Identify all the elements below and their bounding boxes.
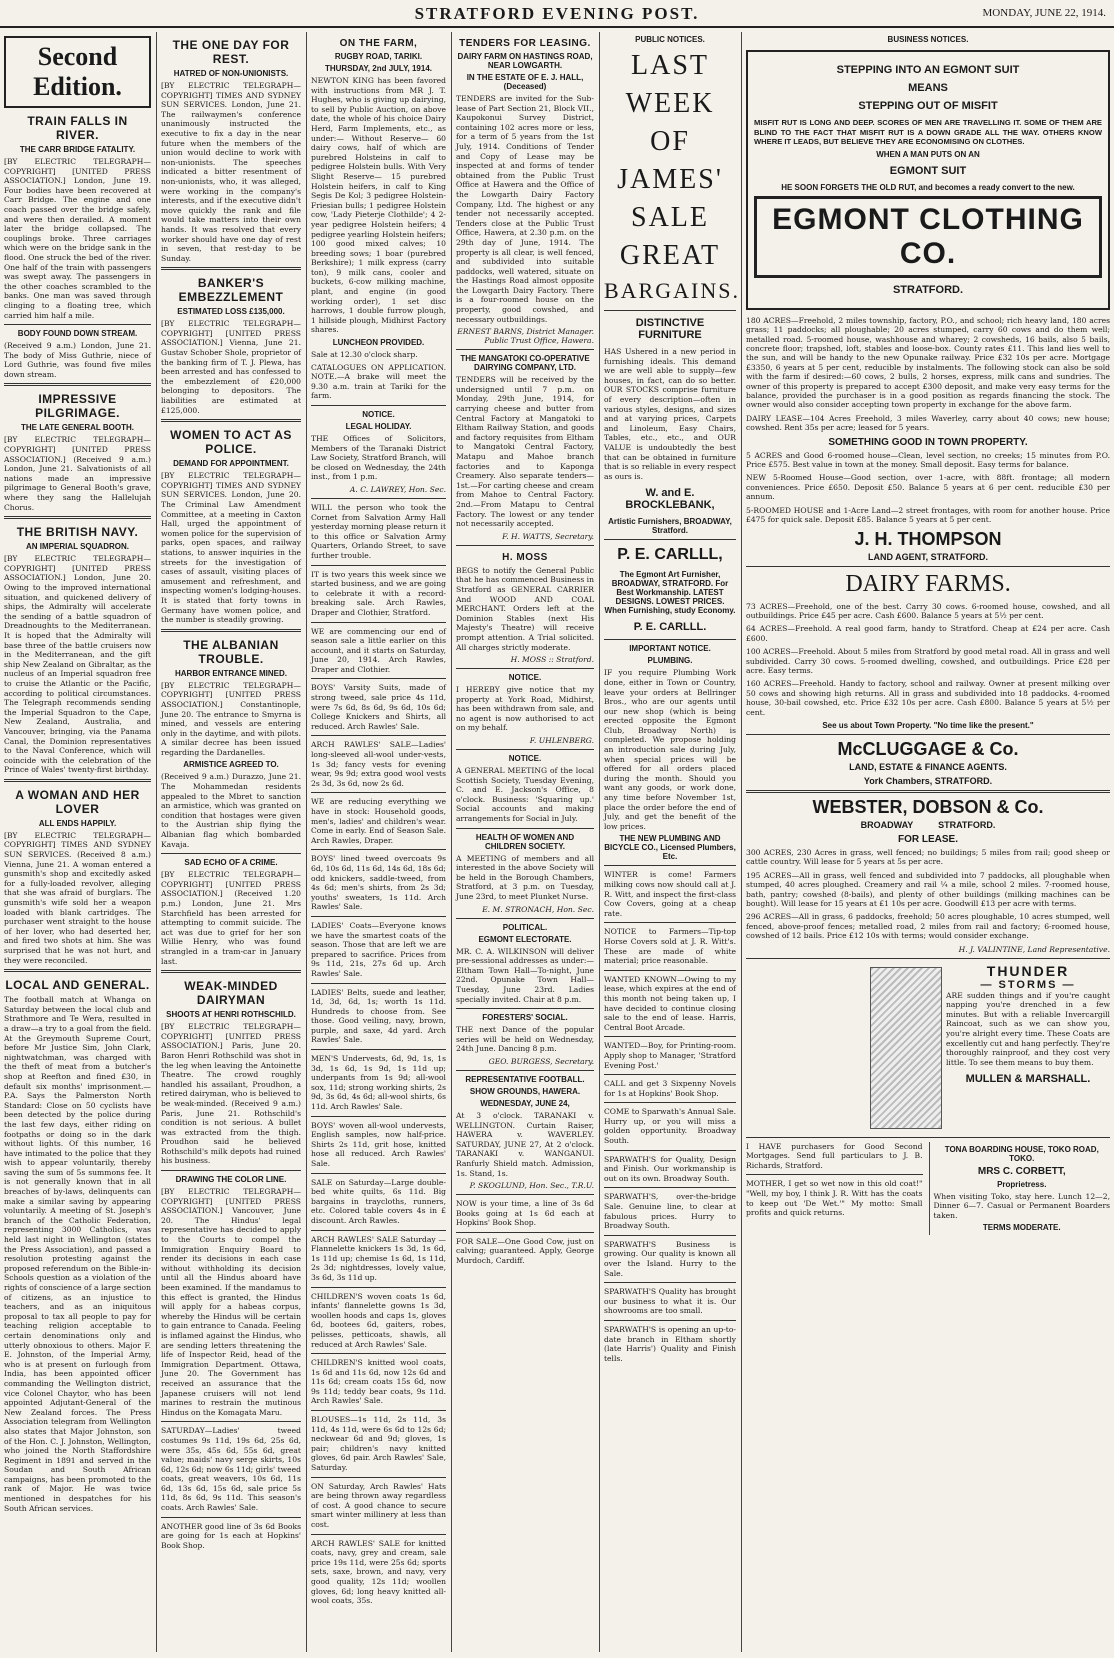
classified-ad: SATURDAY—Ladies' tweed costumes 9s 11d, 19s 6d, 25s 6d, were 35s, 45s 6d, 55s 6d, great value; maids' navy serge skirts, 10s 6d, 12s 6d; now 6s 11d; girls' tweed coats, great weavers, 10s 6d, 11s 6d, 13s 6d, 15s 6d, sale price 5s 11d, 8s 6d, 9s 11d. This season's coats. Arch Rawles' Sale.	[161, 1426, 301, 1513]
article-body: [BY ELECTRIC TELEGRAPH—COPYRIGHT] [UNITED PRESS ASSOCIATION.] (Received 1.20 p.m.) London, June 21. Mrs Starchfield has been arrested for attempting to commit suicide. The act was due to grief for her son Willie Henry, who was found strangled in a tram-car in January last.	[161, 870, 301, 966]
firm-name: THE NEW PLUMBING AND BICYCLE CO., Licensed Plumbers, Etc.	[604, 834, 736, 862]
ad-date: THURSDAY, 2nd JULY, 1914.	[324, 64, 432, 73]
article-body: The football match at Whanga on Saturday between the local club and Strathmore and Te Wera, resulted in a draw—a try to a goal from the field. At the Greymouth Supreme Court, before Mr Justice Sim, John Clark, nightwatchman, was charged with the theft of meat from a butcher's shop at Reefton and fined £30, in default six months' imprisonment.—P.A. Says the Palmerston North Standard: Close on 50 cyclists have been detected by the police during the last few days, either riding on footpaths or doing so in the dark without lights. Of this number, 16 have intimated to the police that they wish to appear voluntarily, thereby saving the sum of 5s summons fee. It is not generally known that in all breaches of by-laws, delinquents can make a similar saving by appearing voluntarily. A meeting of St. Joseph's branch of the Catholic Federation, representing 3000 Catholics, was held last night in Wellington (states the Press Association), and passed a resolution protesting against the proposed referendum on the Bible-in-Schools question as a violation of the rights of conscience of a large section of citizens, as an injustice to teachers, and as an iniquitous proposal to tax all people to pay for teaching religion acceptable to certain denominations only and utterly obnoxious to others. Major F. E. Johnston, of the Imperial Army, who is at present on furlough from India, has been appointed officer commanding the Wellington district, vice Colonel Chaytor, who has been appointed Adjutant-General of the New Zealand forces. The Press Association telegram from Wellington also states that Major Johnston, son of the Hon. C. J. Johnston, Wellington, who joined the North Staffordshire Regiment in 1891 and served in the Soudan and South African campaigns, has been promoted to the rank of Major. He was twice mentioned in despatches for his South African services.	[4, 995, 151, 1513]
firm-subtitle: LAND AGENT, STRATFORD.	[868, 551, 988, 562]
ad-subhead: HE SOON FORGETS THE OLD RUT, and becomes a ready convert to the new.	[781, 182, 1075, 192]
divider	[604, 639, 736, 640]
article-headline: THE ALBANIAN TROUBLE.	[183, 637, 279, 666]
ad-body: BEGS to notify the General Public that he has commenced Business in Stratford as GENERAL CARRIER And WOOD AND COAL MERCHANT. Orders left at the Dominion Stables (next His Majesty's Theatre) will receive prompt attention. A Trial solicited. All charges strictly moderate.	[456, 565, 594, 652]
classified-ad: I HAVE purchasers for Good Second Mortgages. Send full particulars to J. B. Richards, Stratford.	[746, 1141, 923, 1170]
ad-subhead: SHOW GROUNDS, HAWERA.	[469, 1086, 581, 1096]
divider	[311, 1534, 446, 1535]
article-body: (Received 9 a.m.) London, June 21. The body of Miss Guthrie, niece of Lord Guthrie, was found five miles down stream.	[4, 341, 151, 379]
classified-ad: ARCH RAWLES' SALE—Ladies' long-sleeved all-wool under-vests, 1s 3d; fancy vests for evening wear, 9s 9d; extra good wool vests 2s 3d, 3s 6d, now 2s 6d.	[311, 740, 446, 788]
divider	[161, 1517, 301, 1518]
divider	[4, 516, 151, 519]
divider	[604, 539, 736, 540]
ad-body: Sale at 12.30 o'clock sharp.	[311, 350, 418, 360]
firm-name: P. E. CARLLL.	[633, 621, 707, 634]
firm-name: McCLUGGAGE & Co.	[837, 738, 1019, 759]
article-headline: IMPRESSIVE PILGRIMAGE.	[35, 392, 120, 421]
classified-ad: SPARWATH'S, over-the-bridge Sale. Genuine line, to clear at fabulous prices. Hurry to Broadway South.	[604, 1192, 736, 1231]
ad-body: The Egmont Art Furnisher, BROADWAY, STRATFORD. For Best Workmanship. LATEST DESIGNS. LOWEST PRICES. When Furnishing, study Economy.	[604, 570, 736, 616]
classified-ad: ANOTHER good line of 3s 6d Books are going for 1s each at Hopkins' Book Shop.	[161, 1521, 301, 1550]
property-listing: 5 ACRES and Good 6-roomed house—Clean, level section, no creeks; 15 minutes from P.O. Price £575. Best value in town at the money. Small deposit. Easy terms for balance.	[746, 450, 1110, 470]
ad-subhead: IN THE ESTATE OF E. J. HALL, (Deceased)	[466, 73, 584, 91]
classified-ad: ON Saturday, Arch Rawles' Hats are being thrown away regardless of cost. A good chance to secure smart winter millinery at less than cost.	[311, 1481, 446, 1529]
property-listing: 180 ACRES—Freehold, 2 miles township, factory, P.O., and school; rich heavy land, 180 acres grass; 11 paddocks; all ploughable; 20 acres stumped, carry 60 cows and do them well; metalled road. 5-roomed house, washhouse and wharey; 2 cowsheds, 16 bails, also 5 bails, concrete floor; trapshed, loft, stables and loose-box. County rates £11. This land lies well to the sun, and will be handy to the new Opunake railway. Price £32 10s per acre. Mortgage £3350, 6 years at 5 per cent, reducible by instalments. The following stock can also be sold with the farm if desired:—60 cows, 2 bulls, 2 horses, express, milk cans and sundries. The owner of this property is prepared to accept £300 deposit, and make very easy terms for the balance, provided the purchaser is in a good position as regards financing the stock. The owner would also consider accepting town property in exchange for the above farm.	[746, 315, 1110, 410]
ad-body: At 3 o'clock. TARANAKI v. WELLINGTON. Curtain Raiser, HAWERA v. WAVERLEY. SATURDAY, JUNE 27, At 2 o'clock. TARANAKI v. WANGANUI. Ranfurly Shield match. Admission, 1s. Stand, 1s.	[456, 1110, 594, 1178]
firm-name: J. H. THOMPSON	[854, 528, 1002, 549]
divider	[161, 629, 301, 632]
classified-ad: BOYS' Varsity Suits, made of strong tweed, sale price 4s 11d, were 7s 6d, 8s 6d, 9s 6d, 10s 6d; College Knickers and Shirts, all reduced. Arch Rawles' Sale.	[311, 683, 446, 731]
ad-headline: NOTICE.	[362, 410, 395, 419]
ad-body: ARE sudden things and if you're caught napping you're drenched in a few minutes. But with a reliable Invercargill Raincoat, such as we can show you, you're alright every time. These Coats are excellently cut and hang perfectly. They're thoroughly rainproof, and they cost very little. To see them means to buy them.	[946, 990, 1110, 1067]
divider	[456, 1194, 594, 1195]
classified-ad: WE are commencing our end of season sale a little earlier on this account, and it starts on Saturday, June 20, 1914. Arch Rawles, Draper and Clothier.	[311, 626, 446, 674]
classified-ad: BLOUSES—1s 11d, 2s 11d, 3s 11d, 4s 11d, were 6s 6d to 12s 6d; neckwear 6d and 9d; gloves, 1s pair; children's navy knitted gloves, 6d pair. Arch Rawles' Sale, Saturday.	[311, 1415, 446, 1473]
divider	[604, 922, 736, 923]
egmont-clothing-ad	[746, 50, 1110, 310]
column-1	[0, 32, 155, 1652]
column-5	[600, 32, 740, 1652]
ad-headline: DAIRY FARMS.	[845, 570, 1011, 597]
edition-banner: Second Edition.	[4, 36, 151, 108]
column-6	[742, 32, 1114, 1652]
article-subhead: SAD ECHO OF A CRIME.	[184, 858, 278, 868]
classified-ad: NOTICE to Farmers—Tip-top Horse Covers sold at J. R. Witt's. These are made of white material; price reasonable.	[604, 927, 736, 966]
firm-name: MRS C. CORBETT,	[977, 1165, 1066, 1177]
divider	[746, 790, 1110, 793]
sale-ad-line: BARGAINS.	[604, 278, 740, 303]
divider	[311, 1049, 446, 1050]
divider	[311, 565, 446, 566]
column-3	[307, 32, 450, 1652]
divider	[161, 1421, 301, 1422]
divider	[161, 419, 301, 422]
article-subhead: ESTIMATED LOSS £135,000.	[177, 307, 285, 317]
divider	[311, 849, 446, 850]
ad-subhead: LEGAL HOLIDAY.	[345, 422, 412, 431]
article-subhead: DEMAND FOR APPOINTMENT.	[173, 459, 289, 469]
ad-headline: THE MANGATOKI CO-OPERATIVE DAIRYING COMPANY, LTD.	[460, 354, 590, 373]
classified-ad: NOW is your time, a line of 3s 6d Books going at 1s 6d each at Hopkins' Book Shop.	[456, 1199, 594, 1228]
article-subhead: THE CARR BRIDGE FATALITY.	[19, 145, 136, 154]
classified-ad: LADIES' Coats—Everyone knows we have the smartest coats of the season. Those that are left we are prepared to sacrifice. Prices from 9s 11d, 21s, 27s 6d up. Arch Rawles' Sale.	[311, 920, 446, 978]
classified-ad: WINTER is come! Farmers milking cows now should call at J. R. Witt, and inspect the first-class Cow Covers, going at a cheap rate.	[604, 870, 736, 918]
article-subhead: AN IMPERIAL SQUADRON.	[26, 542, 129, 552]
bottom-ads-left	[746, 1142, 923, 1236]
ad-body: I HEREBY give notice that my property at York Road, Midhirst, has been withdrawn from sale, and no agent is now authorised to act on my behalf.	[456, 685, 594, 733]
ad-headline: ON THE FARM,	[339, 38, 418, 49]
ad-subhead: — STORMS —	[980, 978, 1076, 991]
ad-signature: H. J. VALINTINE, Land Representative.	[958, 944, 1110, 954]
property-listing: NEW 5-Roomed House—Good section, over 1-acre, with 88ft. frontage; all modern conveniences. Price £650. Deposit £50. Balance 5 years at 6 per cent. reducible £30 per annum.	[746, 473, 1110, 502]
classified-ad: WANTED—Boy, for Printing-room. Apply shop to Manager, 'Stratford Evening Post.'	[604, 1041, 736, 1070]
divider	[604, 310, 736, 311]
divider	[456, 545, 594, 546]
property-listing: DAIRY LEASE—104 Acres Freehold, 3 miles Waverley, carry about 40 cows; new house; cowshed. Rent 35s per acre; leased for 5 years.	[746, 413, 1110, 433]
divider	[456, 1070, 594, 1071]
article-subhead: BODY FOUND DOWN STREAM.	[17, 329, 138, 339]
article-headline: WEAK-MINDED DAIRYMAN	[184, 979, 278, 1008]
divider	[604, 1320, 736, 1321]
ad-signature: P. SKOGLUND, Hon. Sec., T.R.U.	[469, 1181, 594, 1191]
article-headline: THE BRITISH NAVY.	[16, 525, 139, 540]
divider	[311, 1477, 446, 1478]
section-label: PUBLIC NOTICES.	[635, 35, 705, 44]
ad-headline: TONA BOARDING HOUSE, TOKO ROAD, TOKO.	[944, 1144, 1099, 1163]
ad-headline: IMPORTANT NOTICE.	[629, 644, 711, 654]
column-2	[157, 32, 305, 1652]
ad-body: THE Offices of Solicitors, Members of the Taranaki District Law Society, Stratford Branch, will be closed on Wednesday, the 24th inst., from 1 p.m.	[311, 434, 446, 482]
divider	[604, 1074, 736, 1075]
article-headline: A WOMAN AND HER LOVER	[15, 787, 140, 816]
article-headline: TRAIN FALLS IN RIVER.	[27, 114, 128, 142]
ad-date: WEDNESDAY, JUNE 24,	[480, 1098, 570, 1108]
property-listing: 5-ROOMED HOUSE and 1-Acre Land—2 street frontages, with room for another house. Price £475 for quick sale. Deposit £85. Balance 5 years at 5 per cent.	[746, 505, 1110, 525]
divider	[604, 1036, 736, 1037]
ad-headline: NOTICE.	[508, 673, 542, 683]
divider	[456, 349, 594, 350]
classified-ad: WE are reducing everything we have in stock: Household goods, men's, ladies' and children's wear. Come in early. End of Season Sale. Arch Rawles, Draper.	[311, 797, 446, 845]
ad-subhead: WHEN A MAN PUTS ON AN	[876, 149, 980, 159]
article-subhead: ALL ENDS HAPPILY.	[38, 818, 117, 828]
divider	[311, 405, 446, 406]
article-body: [BY ELECTRIC TELEGRAPH—COPYRIGHT] [UNITED PRESS ASSOCIATION.] London, June 19. Four bodies have been recovered at Carr Bridge. The engine and one coach passed over the bridge safely, and were then derailed. A moment later the bridge collapsed. The couplings broke. Three carriages which were on the bridge sank in the flood. One struck the bed of the river. One half of the train with passengers was swept away. The passengers in the other coaches scrambled to the banks. One man was saved through clinging to a floating tree, which carried him half a mile.	[4, 157, 151, 320]
article-body: [BY ELECTRIC TELEGRAPH—COPYRIGHT] TIMES AND SYDNEY SUN SERVICES. London, June 21. The railwaymen's conference unanimously instructed the executive to fix a day in the near future when the members of the union would decline to work with non-unionists. The speeches indicated a bitter resentment of non-unionists, who, it was alleged, were working in the company's interests, and if the executive didn't move quickly the rank and file would take matters into their own hands. It was resolved that every worker should have one day of rest in seven, that rest-day to be Sunday.	[161, 81, 301, 263]
raincoat-figure-illustration	[870, 967, 942, 1129]
classified-ad: WILL the person who took the Cornet from Salvation Army Hall yesterday morning please return it to this office or Salvation Army Quarters, Orlando Street, to save further trouble.	[311, 502, 446, 560]
divider	[604, 1102, 736, 1103]
ad-note: LUNCHEON PROVIDED.	[332, 338, 425, 348]
property-listing: 300 ACRES, 230 Acres in grass, well fenced; no buildings; 5 miles from rail; good sheep or cattle country. Will lease for 5 years at 5s per acre.	[746, 847, 1110, 867]
ad-headline: THUNDER	[986, 962, 1070, 979]
article-subhead: SHOOTS AT HENRI ROTHSCHILD.	[166, 1010, 296, 1020]
divider	[604, 1235, 736, 1236]
property-listing: 296 ACRES—All in grass, 6 paddocks, freehold; 50 acres ploughable, 10 acres stumped, well fenced, above-proof fences; metalled road, 2 miles from rail and factory; 6-roomed house, cowshed of 12 bails. Price £12 10s with terms; would consider exchange.	[746, 912, 1110, 941]
ad-headline: STEPPING INTO AN EGMONT SUIT	[836, 64, 1020, 76]
article-headline: THE ONE DAY FOR REST.	[172, 38, 290, 66]
divider	[746, 734, 1110, 735]
ad-body: CATALOGUES ON APPLICATION. NOTE.—A brake will meet the 9.30 a.m. train at Tariki for the farm.	[311, 362, 446, 401]
ad-headline: STEPPING OUT OF MISFIT	[858, 100, 998, 112]
property-listing: 73 ACRES—Freehold, one of the best. Carry 30 cows. 6-roomed house, cowshed, and all outbuildings. Price £45 per acre. Cash £600. Balance 5 years at 5½ per cent.	[746, 601, 1110, 620]
classified-ad: BOYS' woven all-wool undervests, English samples, now half-price. Shirts 2s 11d, grit hose, knitted hose all reduced. Arch Rawles' Sale.	[311, 1120, 446, 1168]
classified-ad: CHILDREN'S knitted wool coats, 1s 6d and 11s 6d, now 12s 6d and 11s 6d; cream coats 15s 6d, now 9s 11d; teddy bear coats, 9s 11d. Arch Rawles' Sale.	[311, 1358, 446, 1406]
ad-headline: FOR LEASE.	[897, 833, 958, 845]
divider	[604, 970, 736, 971]
ad-body: When visiting Toko, stay here. Lunch 12—2, Dinner 6—7. Casual or Permanent Boarders taken.	[933, 1191, 1110, 1220]
ad-body: THE next Dance of the popular series will be held on Wednesday, 24th June. Dancing 8 p.m.	[456, 1025, 594, 1054]
article-body: [BY ELECTRIC TELEGRAPH—COPYRIGHT] [UNITED PRESS ASSOCIATION.] London, June 20. Owing to the improved international situation, and quickened delivery of ships, the Admiralty will accelerate the sending of a battle squadron of Dreadnoughts to the Mediterranean. It is hoped that the Admiralty will base three of the battle cruisers now in the Mediterranean, and the gift ship New Zealand on Gibraltar, as the nucleus of an Imperial squadron free to cruise the Atlantic or the Pacific, according to political circumstances. The Telegraph recommends sending the Imperial Squadron to the Cape, New Zealand, Australia, and Vancouver, bringing, via the Panama Canal, the Dominion representatives to the Naval Conference, which will coincide with the celebration of the Prince of Wales' twenty-first birthday.	[4, 554, 151, 775]
article-body: [BY ELECTRIC TELEGRAPH—COPYRIGHT] [UNITED PRESS ASSOCIATION.] Vienna, June 21. Gustav Schober Shole, proprietor of the banking firm of T. J. Plewa, has been arrested and has confessed to the embezzlement of £20,000 belonging to depositors. The liabilities are estimated at £125,000.	[161, 319, 301, 415]
divider	[311, 1230, 446, 1231]
ad-signature: F. UHLENBERG.	[529, 736, 594, 746]
divider	[604, 1282, 736, 1283]
divider	[604, 865, 736, 866]
divider	[311, 735, 446, 736]
ad-body: A GENERAL MEETING of the local Scottish Society, Tuesday Evening, C. and E. Jackson's Office, 8 o'clock. Business: 'Squaring up.' Social accounts and making arrangements for Social in July.	[456, 766, 594, 824]
classified-ad: MEN'S Undervests, 6d, 9d, 1s, 1s 3d, 1s 6d, 1s 9d, 1s 11d up; underpants from 1s 9d; all-wool sox, 11d; strong working shirts, 2s 9d, 3s 6d, 4s 6d; all-wool shirts, 6s 11d. Arch Rawles' Sale.	[311, 1054, 446, 1112]
divider	[456, 828, 594, 829]
divider	[311, 983, 446, 984]
divider	[311, 498, 446, 499]
divider	[746, 1137, 1110, 1138]
divider	[311, 1287, 446, 1288]
article-subhead: ARMISTICE AGREED TO.	[183, 760, 279, 770]
classified-ad: SPARWATH'S Business is growing. Our quality is known all over the Island. Hurry to the Sale.	[604, 1239, 736, 1278]
article-subhead: DRAWING THE COLOR LINE.	[175, 1175, 287, 1185]
newspaper-title: STRATFORD EVENING POST.	[414, 4, 700, 23]
boarding-house-ad	[929, 1142, 1111, 1236]
classified-ad: ARCH RAWLES' SALE for knitted coats, navy, grey and cream, sale price 19s 11d, were 25s 6d; sports sets, saxe, brown, and navy, very good quality, 12s 11d; woollen gloves, 6d; long heavy knitted all-wool coats, 35s.	[311, 1538, 446, 1606]
property-listing: 195 ACRES—All in grass, well fenced and subdivided into 7 paddocks, all ploughable when stumped, 40 acres ploughed. Creamery and rail ¼ a mile, school 2 miles. 7-roomed house, bath, pantry; cowshed (8-bails), and plenty of other buildings (milking machines can be bought). Will lease for 15 years at £1 10s per acre. Goodwill £13 per acre with terms.	[746, 870, 1110, 908]
firm-subtitle: LAND, ESTATE & FINANCE AGENTS.	[849, 761, 1007, 772]
article-subhead: HARBOR ENTRANCE MINED.	[175, 668, 287, 678]
article-body: [BY ELECTRIC TELEGRAPH—COPYRIGHT] TIMES AND SYDNEY SUN SERVICES. London, June 20. The Criminal Law Amendment Committee, at a meeting in Caxton Hall, urged the appointment of women police for the supervision of parks, open spaces, and railway stations, to answer inquiries in the streets for the investigation of cases of assault, visiting places of amusement and refreshment, and inspecting women's lodging-houses. It is stated that forty towns in Germany have women police, and the number is steadily growing.	[161, 471, 301, 625]
sale-ad-line: LAST	[631, 50, 709, 81]
firm-name: WEBSTER, DOBSON & Co.	[812, 796, 1044, 817]
property-listing: 64 ACRES—Freehold. A real good farm, handy to Stratford. Cheap at £24 per acre. Cash £600.	[746, 624, 1110, 643]
divider	[161, 853, 301, 854]
firm-town: STRATFORD.	[892, 283, 964, 296]
divider	[4, 324, 151, 325]
classified-ad: SPARWATH'S Quality has brought our business to what it is. Our showrooms are too small.	[604, 1287, 736, 1316]
divider	[161, 970, 301, 973]
classified-ad: SPARWATH'S for Quality, Design and Finish. Our workmanship is out on its own. Broadway South.	[604, 1154, 736, 1183]
ad-subhead: DAIRY FARM ON HASTINGS ROAD, NEAR LOWGARTH.	[457, 52, 593, 70]
article-body: [BY ELECTRIC TELEGRAPH—COPYRIGHT] [UNITED PRESS ASSOCIATION.] Vancouver, June 20. The Hindus' legal representative has decided to apply to the Courts to compel the Immigration Enquiry Board to render its decisions in each case without withholding its decision until all the Hindus aboard have been examined. If the mandamus to this effect is granted, the Hindus will apply for a habeas corpus, whereby the Hindus will be certain to gain entrance to Canada. Feeling is inflamed against the Hindus, who are sending letters threatening the life of Inspector Reid, head of the Immigration Department. Ottawa, June 20. The Government has received an assurance that the Japanese cruisers will not lend marines to restrain the mutinous Hindus on the Komagata Maru.	[161, 1187, 301, 1417]
property-listing: 160 ACRES—Freehold. Handy to factory, school and railway. Owner at present milking over 50 cows and showing high returns. All in grass and subdivided into 18 paddocks. 4-roomed house, 30-bail cowshed, etc. Price £32 10s per acre. Cash £800. Balance 5 years at 5½ per cent.	[746, 679, 1110, 717]
divider	[456, 668, 594, 669]
bottom-ads	[746, 1142, 1110, 1236]
divider	[311, 622, 446, 623]
ad-signature: E. M. STRONACH, Hon. Sec.	[482, 904, 594, 914]
article-headline: WOMEN TO ACT AS POLICE.	[170, 428, 292, 457]
divider	[311, 1116, 446, 1117]
ad-headline: HEALTH OF WOMEN AND CHILDREN SOCIETY.	[475, 832, 575, 851]
classified-ad: FOR SALE—One Good Cow, just on calving; guaranteed. Apply, George Murdoch, Cardiff.	[456, 1236, 594, 1266]
ad-signature: A. C. LAWREY, Hon. Sec.	[349, 484, 446, 494]
classified-ad: BOYS' lined tweed overcoats 9s 6d, 10s 6d, 11s 6d, 14s 6d, 18s 6d; odd knickers, saddle-tweed, from 4s 6d; men's shirts, from 2s 3d; youths' sweaters, 1s 11d. Arch Rawles' Sale.	[311, 854, 446, 912]
column-4	[452, 32, 598, 1652]
ad-subhead: PLUMBING.	[647, 656, 693, 666]
divider	[4, 779, 151, 782]
divider	[746, 1174, 923, 1175]
ad-body: HAS Ushered in a new period in furnishing ideals. This demand we are well able to supply—few houses, in fact, can do so better. OUR STOCKS comprise furniture of every description—often in various styles, designs, and sizes and at varying prices, Carpets and Linoleum, Easy Chairs, Tables, etc., etc., and OUR VALUE is undoubtedly the best that can be obtained in furniture that is so reliable in every respect as ours is.	[604, 347, 736, 481]
firm-name: W. and E. BROCKLEBANK,	[625, 487, 715, 512]
ad-headline: TENDERS FOR LEASING.	[459, 38, 591, 49]
ad-headline: SOMETHING GOOD IN TOWN PROPERTY.	[828, 436, 1028, 448]
article-body: [BY ELECTRIC TELEGRAPH—COPYRIGHT] [UNITED PRESS ASSOCIATION.] (Received 9 a.m.) London, June 21. Salvationists of all nations made an impressive pilgrimage to General Booth's grave, where they sang the Hallelujah Chorus.	[4, 435, 151, 512]
section-label: BUSINESS NOTICES.	[887, 35, 969, 44]
ad-headline: NOTICE.	[508, 754, 542, 764]
ad-body: TENDERS will be received by the undersigned until 7 p.m. on Monday, 29th June, 1914, for carrying cheese and butter from Central Factory at Mangatoki to Eltham Railway Station, and goods and factory requisites from Eltham to Mangatoki Central Factory, Matapu and Mahoe branch factories and to Kaponga Creamery. Also separate tenders— 1st.—For carting cheese and cream from Mahoe to Central Factory. 2nd.—From Matapu to Central Factory. The lowest or any tender not necessarily accepted.	[456, 375, 594, 529]
divider	[456, 918, 594, 919]
divider	[746, 566, 1110, 567]
article-subhead: THE LATE GENERAL BOOTH.	[20, 423, 135, 433]
ad-headline: FORESTERS' SOCIAL.	[482, 1013, 568, 1023]
divider	[311, 792, 446, 793]
article-body: [BY ELECTRIC TELEGRAPH—COPYRIGHT] TIMES AND SYDNEY SUN SERVICES. (Received 8 a.m.) Vienna, June 21. A woman entered a gunsmith's shop and excitedly asked for a fully-loaded revolver, alleging that she was afraid of burglars. The gunsmith's wife sold her a weapon loaded with blank cartridges. The purchaser went straight to the house of her lover, who had deserted her, and fired two shots at him. She was surprised that he was not hurt, and they were reconciled.	[4, 830, 151, 965]
classified-ad: CALL and get 3 Sixpenny Novels for 1s at Hopkins' Book Shop.	[604, 1079, 736, 1098]
ad-headline: EGMONT SUIT	[889, 164, 967, 177]
divider	[311, 1353, 446, 1354]
classified-ad: COME to Sparwath's Annual Sale. Hurry up, or you will miss a golden opportunity. Broadway South.	[604, 1107, 736, 1146]
ad-subhead: EGMONT ELECTORATE.	[478, 934, 572, 944]
ad-note: See us about Town Property. "No time like the present."	[822, 720, 1034, 730]
divider	[456, 1008, 594, 1009]
article-body: (Received 9 a.m.) Durazzo, June 21. The Mohammedan residents appealed to the Mbret to sanction an armistice, which was granted on condition that hostages were given to the Austrian ship flying the Albanian flag which bombarded Kavaja.	[161, 772, 301, 849]
ad-signature: H. MOSS :: Stratford.	[510, 655, 594, 665]
ad-signature: GEO. BURGESS, Secretary.	[488, 1056, 594, 1066]
ad-headline: DISTINCTIVE FURNITURE	[635, 317, 705, 341]
classified-ad: CHILDREN'S woven coats 1s 6d, infants' flannelette gowns 1s 3d, woollen hoods and caps 1s, gloves 6d, bootees 6d, gaiters, robes, pelisses, petticoats, shawls, all reduced at Arch Rawles' Sale.	[311, 1291, 446, 1349]
divider	[311, 1410, 446, 1411]
classified-ad: WANTED KNOWN—Owing to my lease, which expires at the end of this month not being taken up, I have decided to continue closing sale to the end of lease. Harris, Central Boot Arcade.	[604, 974, 736, 1032]
classified-ad: SALE on Saturday—Large double-bed white quilts, 6s 11d. Big bargains in traycloths, runners, etc. Colored table covers 4s in £ discount. Arch Rawles.	[311, 1177, 446, 1225]
divider	[4, 969, 151, 972]
thunder-storms-ad	[866, 963, 1110, 1133]
classified-ad: MOTHER, I get so wet now in this old coat!" "Well, my boy, I think J. R. Witt has the coats to keep out 'De Wet.'" My motto: Small profits and quick returns.	[746, 1179, 923, 1218]
classified-ad: IT is two years this week since we started business, and we are going to celebrate it with a record-breaking sale. Arch Rawles, Draper and Clothier, Stratford.	[311, 569, 446, 617]
divider	[161, 1170, 301, 1171]
sale-ad-line: OF	[650, 126, 690, 157]
ad-signature: F. H. WATTS, Secretary.	[502, 531, 594, 541]
ad-headline: MEANS	[908, 82, 948, 94]
divider	[311, 678, 446, 679]
ad-body: MR. C. A. WILKINSON will deliver pre-sessional addresses as under:— Eltham Town Hall—To-night, June 22nd. Opunake Town Hall—Tuesday, June 23rd. Ladies specially invited. Chair at 8 p.m.	[456, 946, 594, 1004]
divider	[604, 1187, 736, 1188]
sale-ad-line: GREAT	[619, 240, 721, 271]
ad-subhead: Proprietress.	[997, 1179, 1047, 1189]
ad-body: A MEETING of members and all interested in the above Society will be held in the Borough Chambers, Stratford, at 3 p.m. on Tuesday, June 23rd, to meet Plunket Nurse.	[456, 853, 594, 901]
ad-body: TENDERS are invited for the Sub-lease of Part Section 21, Block VII., Kaupokonui Survey District, containing 102 acres more or less, for a term of 5 years from the 1st July, 1914. Conditions of Tender and Copy of Lease may be inspected at and forms of tender obtained from the Public Trust Office at Hawera and the Office of the Lowgarth Dairy Factory Company, Ltd. The highest or any tender not necessarily accepted. Tenders close at the Public Trust Office, Hawera, at 2.30 p.m. on the 29th day of June, 1914. The property is all clear, is well fenced, and subdivided into suitable paddocks, well watered, situate on the Hastings Road almost opposite the Lowgarth Dairy Factory. There is a four-roomed house on the property, good cowshed, and necessary outbuildings.	[456, 94, 594, 324]
sale-ad-line: WEEK	[625, 88, 715, 119]
issue-date: MONDAY, JUNE 22, 1914.	[982, 7, 1106, 19]
sale-ad-line: JAMES'	[617, 164, 723, 195]
ad-headline: POLITICAL.	[502, 922, 548, 932]
sale-ad-line: SALE	[631, 202, 709, 233]
firm-address: Artistic Furnishers, BROADWAY, Stratford.	[608, 517, 732, 536]
ad-body: NEWTON KING has been favored with instructions from MR J. T. Hughes, who is giving up dairying, to sell by Public Auction, on above date, the whole of his choice Dairy Herd, Farm Implements, etc., as under:— Without Reserve— 60 dairy cows, half of which are purebred Holsteins in calf to pedigree Holstein bulls. With Very Slight Reserve— 15 purebred Holstein heifers, in calf to King Segis De Kol; 3 pedigree Holstein-Friesian bulls; 1 pedigree Holstein cow, 'Lady Pieterje Clothilde'; 4 2-year pedigree Holstein heifers; 4 pedigree yearling Holstein heifers; 100 good mixed calves; 10 breeding sows; 1 boar (purebred Berkshire); 1 milk express (carry ton), 9 milk cans, cooler and buckets, 6-cow milking machine, plant, and engine (in good working order), 1 set disc harrows, 1 double furrow plough, 1 hillside plough, Midhirst Factory shares.	[311, 76, 446, 335]
firm-name: MULLEN & MARSHALL.	[965, 1073, 1091, 1086]
ad-headline: H. MOSS	[502, 551, 548, 563]
classified-ad: LADIES' Belts, suede and leather, 1d, 3d, 6d, 1s; worth 1s 11d. Hundreds to choose from. See those. Good veiling, navy, brown, purple, and saxe, 4d yard. Arch Rawles' Sale.	[311, 987, 446, 1045]
divider	[604, 1150, 736, 1151]
firm-name: EGMONT CLOTHING CO.	[754, 196, 1102, 278]
masthead	[0, 0, 1114, 28]
ad-note: TERMS MODERATE.	[982, 1223, 1061, 1233]
ad-body: MISFIT RUT IS LONG AND DEEP. SCORES OF MEN ARE TRAVELLING IT. SOME OF THEM ARE BLIND TO THE FACT THAT MISFIT RUT IS A DOWN GRADE ALL THE WAY. OTHERS KNOW WHERE IT LEADS, BUT BELIEVE THEY ARE ECONOMISING ON CLOTHES.	[754, 118, 1102, 147]
divider	[161, 267, 301, 270]
divider	[311, 916, 446, 917]
article-body: [BY ELECTRIC TELEGRAPH—COPYRIGHT] [UNITED PRESS ASSOCIATION.] Constantinople, June 20. The entrance to Smyrna is mined, and vessels are entering only in the daytime, and with pilots. A similar decree has been issued regarding the Dardanelles.	[161, 680, 301, 757]
property-listing: 100 ACRES—Freehold. About 5 miles from Stratford by good metal road. All in grass and well subdivided. Carry 30 cows. 5-roomed dwelling, cowshed, and outbuildings. Price £28 per acre. Easy terms.	[746, 647, 1110, 675]
divider	[456, 1232, 594, 1233]
article-headline: BANKER'S EMBEZZLEMENT	[178, 276, 284, 305]
classified-ad: ARCH RAWLES' SALE Saturday — Flannelette knickers 1s 3d, 1s 6d, 1s 11d up; chemise 1s 6d, 1s 11d, 2s 3d; nightdresses, lovely value, 3s 6d, 3s 11d up.	[311, 1234, 446, 1282]
ad-headline: REPRESENTATIVE FOOTBALL.	[465, 1074, 585, 1084]
divider	[456, 749, 594, 750]
divider	[311, 1173, 446, 1174]
article-body: [BY ELECTRIC TELEGRAPH—COPYRIGHT] [UNITED PRESS ASSOCIATION.] Paris, June 20. Baron Henri Rothschild was shot in the leg when leaving the Antoinette Theatre. The crowd roughly handled his assailant, Proudhon, a retired dairyman, who is believed to be weak-minded. (Received 9 a.m.) Paris, June 21. Rothschild's condition is not serious. A bullet was extracted from the thigh. Proudhon said he believed Rothschild's milk depots had ruined his business.	[161, 1022, 301, 1166]
ad-body: IF you require Plumbing Work done, either in Town or Country, leave your orders at Bellringer Bros., who are our agents until our new shop (which is being erected opposite the Egmont Club, Broadway North) is completed. We propose holding an introduction sale during July, when special prices will be offered for all orders placed during the month. Should you want any goods, or work done, any time before November 1st, place the order before the end of July, and get the benefit of the low prices.	[604, 668, 736, 831]
firm-subtitle: BROADWAY STRATFORD.	[860, 819, 996, 830]
article-headline: LOCAL AND GENERAL.	[5, 978, 150, 993]
article-subhead: HATRED OF NON-UNIONISTS.	[173, 69, 289, 78]
ad-subhead: RUGBY ROAD, TARIKI.	[334, 52, 423, 61]
firm-name: P. E. CARLLL,	[617, 546, 723, 564]
firm-address: York Chambers, STRATFORD.	[863, 775, 993, 786]
ad-signature: ERNEST BARNS, District Manager. Public Trust Office, Hawera.	[457, 327, 594, 346]
divider	[4, 383, 151, 386]
divider	[746, 958, 1110, 959]
classified-ad: SPARWATH'S is opening an up-to-date branch in Eltham shortly (late Harris') Quality and Finish tells.	[604, 1324, 736, 1363]
